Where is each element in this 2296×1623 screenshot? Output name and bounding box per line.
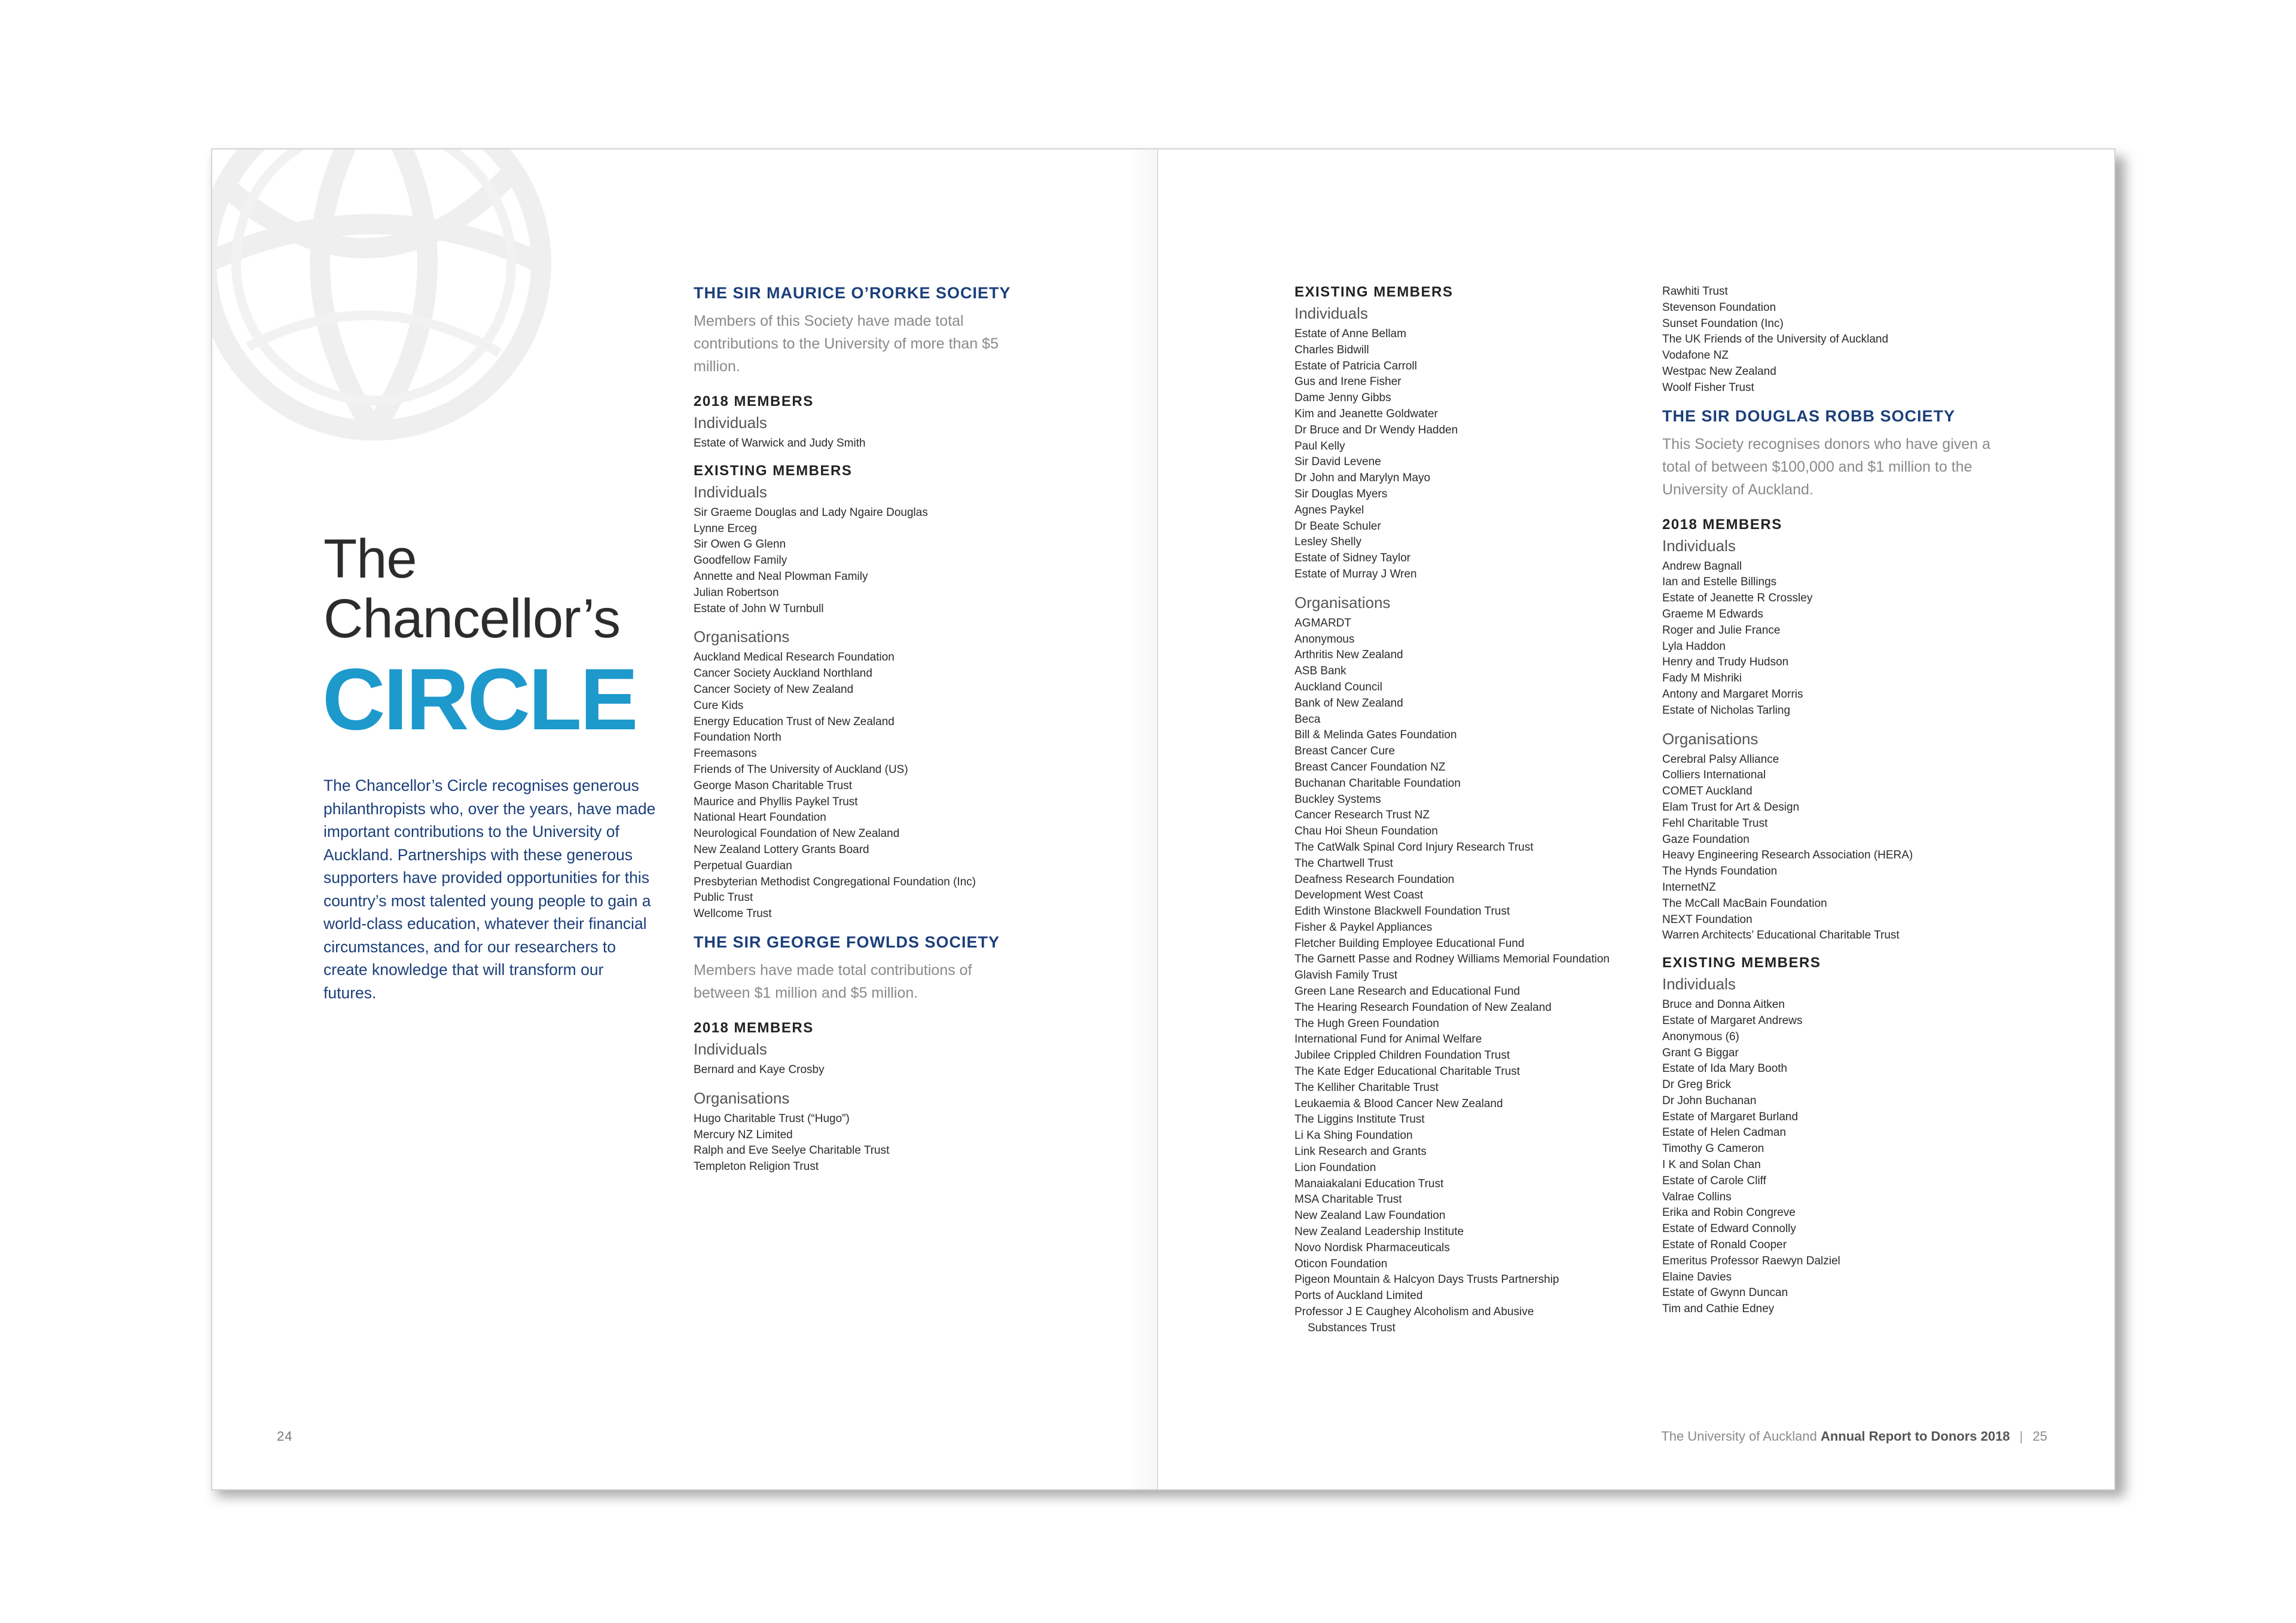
fowlds-organisations-list: [694, 1111, 1028, 1175]
list-item: I K and Solan Chan: [1662, 1159, 1761, 1172]
list-item: The Garnett Passe and Rodney Williams Memorial Foundation: [1294, 953, 1610, 966]
orourke-2018-individuals-list: [694, 436, 1028, 452]
list-item: Neurological Foundation of New Zealand: [694, 827, 900, 840]
list-item: Professor J E Caughey Alcoholism and Abusive: [1294, 1306, 1534, 1319]
list-item: Breast Cancer Foundation NZ: [1294, 760, 1446, 774]
list-item: Leukaemia & Blood Cancer New Zealand: [1294, 1097, 1503, 1110]
list-item: Sir David Levene: [1294, 456, 1381, 469]
list-item: Estate of Edward Connolly: [1662, 1222, 1796, 1236]
orourke-2018-individuals-label: Individuals: [694, 414, 767, 432]
fowlds-society-title: THE SIR GEORGE FOWLDS SOCIETY: [694, 933, 1000, 951]
orourke-2018-members-heading: 2018 MEMBERS: [694, 393, 814, 409]
list-item: Gaze Foundation: [1662, 833, 1750, 846]
orourke-existing-members-heading: EXISTING MEMBERS: [694, 462, 853, 479]
robb-existing-individuals-label: Individuals: [1662, 975, 1736, 994]
title-line-chancellors: Chancellor’s: [323, 588, 620, 649]
list-item: Charles Bidwill: [1294, 343, 1369, 356]
robb-2018-organisations-list: [1662, 752, 2021, 945]
orourke-existing-organisations-label: Organisations: [694, 628, 790, 646]
list-item: Estate of Anne Bellam: [1294, 328, 1406, 340]
list-item: Estate of Carole Cliff: [1662, 1174, 1766, 1187]
orourke-cont-organisations-list: [1294, 616, 1653, 1337]
list-item: Estate of Sidney Taylor: [1294, 552, 1410, 565]
list-item: The Hugh Green Foundation: [1294, 1017, 1439, 1030]
left-column-societies: [694, 284, 1028, 1186]
list-item: Lesley Shelly: [1294, 536, 1361, 549]
list-item: COMET Auckland: [1662, 785, 1752, 798]
list-item: Pigeon Mountain & Halcyon Days Trusts Partnership: [1294, 1273, 1559, 1286]
list-item: Emeritus Professor Raewyn Dalziel: [1662, 1254, 1840, 1267]
list-item: Perpetual Guardian: [694, 859, 792, 872]
list-item: Westpac New Zealand: [1662, 365, 1776, 378]
list-item: ASB Bank: [1294, 665, 1347, 678]
list-item: International Fund for Animal Welfare: [1294, 1033, 1482, 1046]
list-item: Cancer Society of New Zealand: [694, 683, 854, 696]
fowlds-organisations-label: Organisations: [694, 1089, 790, 1107]
list-item: Mercury NZ Limited: [694, 1128, 793, 1141]
orourke-cont-organisations-list-2: [1662, 284, 2021, 396]
list-item: Dr Greg Brick: [1662, 1078, 1732, 1092]
list-item: Buchanan Charitable Foundation: [1294, 777, 1461, 790]
list-item: New Zealand Leadership Institute: [1294, 1225, 1464, 1239]
list-item: Rawhiti Trust: [1662, 285, 1728, 298]
list-item: Fady M Mishriki: [1662, 672, 1742, 685]
list-item: New Zealand Law Foundation: [1294, 1209, 1446, 1222]
list-item: Estate of Helen Cadman: [1662, 1126, 1787, 1139]
list-item: Link Research and Grants: [1294, 1145, 1427, 1159]
list-item: Estate of Patricia Carroll: [1294, 359, 1417, 372]
list-item: Elaine Davies: [1662, 1270, 1732, 1283]
list-item: Bill & Melinda Gates Foundation: [1294, 729, 1457, 742]
list-item: National Heart Foundation: [694, 811, 826, 824]
list-item: Estate of Ida Mary Booth: [1662, 1062, 1788, 1075]
list-item: Wellcome Trust: [694, 907, 772, 921]
list-item: Stevenson Foundation: [1662, 301, 1776, 314]
list-item: NEXT Foundation: [1662, 913, 1752, 926]
document-spread: [211, 148, 2115, 1490]
list-item: Edith Winstone Blackwell Foundation Trust: [1294, 905, 1510, 918]
list-item: Anonymous (6): [1662, 1030, 1739, 1043]
list-item: Warren Architects’ Educational Charitable Trust: [1662, 929, 1900, 942]
list-item: Foundation North: [694, 731, 781, 744]
page-number-left: 24: [277, 1429, 293, 1444]
list-item: Hugo Charitable Trust (“Hugo”): [694, 1112, 850, 1125]
list-item: Annette and Neal Plowman Family: [694, 570, 868, 583]
list-item: Maurice and Phyllis Paykel Trust: [694, 795, 858, 808]
list-item: Glavish Family Trust: [1294, 969, 1398, 982]
list-item: Estate of Warwick and Judy Smith: [694, 437, 866, 450]
list-item: Estate of Jeanette R Crossley: [1662, 592, 1813, 605]
list-item: Fisher & Paykel Appliances: [1294, 921, 1433, 934]
list-item: Beca: [1294, 713, 1321, 726]
orourke-cont-individuals-list: [1294, 326, 1653, 583]
list-item: Dr John and Marylyn Mayo: [1294, 472, 1431, 485]
list-item: Anonymous: [1294, 632, 1355, 646]
list-item: Fehl Charitable Trust: [1662, 817, 1768, 830]
list-item: Templeton Religion Trust: [694, 1160, 819, 1173]
list-item: Cancer Research Trust NZ: [1294, 809, 1430, 822]
list-item: Ralph and Eve Seelye Charitable Trust: [694, 1144, 890, 1157]
robb-2018-individuals-label: Individuals: [1662, 536, 1736, 555]
robb-existing-individuals-list: [1662, 997, 2021, 1318]
list-item: Estate of Ronald Cooper: [1662, 1239, 1787, 1252]
list-item: Estate of Gwynn Duncan: [1662, 1286, 1788, 1300]
list-item: Jubilee Crippled Children Foundation Trust: [1294, 1049, 1510, 1062]
list-item: Buckley Systems: [1294, 793, 1381, 806]
fowlds-individuals-label: Individuals: [694, 1040, 767, 1058]
list-item: Friends of The University of Auckland (US): [694, 763, 908, 776]
orourke-existing-individuals-label: Individuals: [694, 482, 767, 501]
list-item: Auckland Council: [1294, 680, 1382, 693]
right-column-1: [1294, 284, 1653, 1347]
list-item: AGMARDT: [1294, 616, 1351, 629]
list-item: Estate of Murray J Wren: [1294, 567, 1417, 580]
list-item: Colliers International: [1662, 769, 1766, 782]
right-column-2: [1662, 284, 2021, 1328]
list-item: The Chartwell Trust: [1294, 857, 1393, 870]
orourke-cont-individuals-label: Individuals: [1294, 304, 1368, 322]
list-item: Lynne Erceg: [694, 522, 757, 535]
list-item: Timothy G Cameron: [1662, 1142, 1764, 1156]
list-item: George Mason Charitable Trust: [694, 779, 853, 792]
list-item: Grant G Biggar: [1662, 1046, 1739, 1059]
list-item: Bank of New Zealand: [1294, 696, 1403, 710]
orourke-existing-organisations-list: [694, 650, 1028, 922]
list-item: Roger and Julie France: [1662, 623, 1781, 637]
list-item: The McCall MacBain Foundation: [1662, 897, 1827, 910]
list-item: Development West Coast: [1294, 889, 1424, 902]
gutter-shade: [1127, 149, 1157, 1489]
list-item: Vodafone NZ: [1662, 349, 1729, 362]
robb-existing-members-heading: EXISTING MEMBERS: [1662, 955, 1821, 971]
list-item: Agnes Paykel: [1294, 503, 1364, 516]
list-item: Public Trust: [694, 891, 753, 904]
list-item: Dr Bruce and Dr Wendy Hadden: [1294, 423, 1458, 436]
list-item: Chau Hoi Sheun Foundation: [1294, 825, 1438, 838]
list-item: Estate of John W Turnbull: [694, 602, 824, 615]
list-item: Goodfellow Family: [694, 554, 787, 567]
list-item: Bernard and Kaye Crosby: [694, 1063, 825, 1076]
list-item: Substances Trust: [1308, 1321, 1396, 1334]
list-item: Energy Education Trust of New Zealand: [694, 715, 894, 728]
list-item: The UK Friends of the University of Auckland: [1662, 333, 1889, 346]
intro-paragraph: The Chancellor’s Circle recognises generous philanthropists who, over the years, have made important contributions to the University of Auckland. Partnerships with these generous supporters have provided opportunities for this country’s most talented young people to gain a world-class education, whatever their financial circumstances, and for our researchers to create knowledge that will transform our futures.: [323, 777, 656, 1002]
footer-report-title: Annual Report to Donors 2018: [1820, 1429, 2010, 1444]
list-item: Deafness Research Foundation: [1294, 873, 1455, 886]
list-item: Arthritis New Zealand: [1294, 649, 1403, 662]
list-item: Ports of Auckland Limited: [1294, 1289, 1423, 1303]
orourke-society-desc: Members of this Society have made total contributions to the University of more than $5 million.: [694, 313, 999, 375]
list-item: Henry and Trudy Hudson: [1662, 656, 1789, 669]
list-item: The Hearing Research Foundation of New Zealand: [1294, 1001, 1552, 1014]
robb-2018-organisations-label: Organisations: [1662, 729, 1758, 748]
list-item: MSA Charitable Trust: [1294, 1193, 1402, 1206]
list-item: New Zealand Lottery Grants Board: [694, 843, 869, 856]
list-item: Sir Owen G Glenn: [694, 538, 786, 551]
list-item: Lion Foundation: [1294, 1161, 1376, 1174]
list-item: Estate of Nicholas Tarling: [1662, 704, 1791, 717]
orourke-existing-individuals-list: [694, 505, 1028, 618]
list-item: Cancer Society Auckland Northland: [694, 667, 872, 680]
list-item: The CatWalk Spinal Cord Injury Research Trust: [1294, 840, 1534, 854]
robb-2018-individuals-list: [1662, 559, 2021, 719]
list-item: Manaiakalani Education Trust: [1294, 1177, 1444, 1190]
list-item: Kim and Jeanette Goldwater: [1294, 407, 1438, 420]
list-item: Breast Cancer Cure: [1294, 745, 1395, 758]
list-item: Oticon Foundation: [1294, 1257, 1388, 1270]
fowlds-society-desc: Members have made total contributions of between $1 million and $5 million.: [694, 961, 972, 1001]
list-item: The Liggins Institute Trust: [1294, 1113, 1425, 1126]
list-item: Heavy Engineering Research Association (HERA): [1662, 849, 1913, 862]
list-item: The Kelliher Charitable Trust: [1294, 1081, 1439, 1094]
list-item: Novo Nordisk Pharmaceuticals: [1294, 1241, 1450, 1254]
orourke-society-title: THE SIR MAURICE O’RORKE SOCIETY: [694, 284, 1011, 302]
list-item: Dame Jenny Gibbs: [1294, 392, 1391, 405]
list-item: The Kate Edger Educational Charitable Trust: [1294, 1065, 1521, 1078]
list-item: Fletcher Building Employee Educational Fund: [1294, 937, 1525, 950]
orourke-cont-organisations-label: Organisations: [1294, 593, 1391, 612]
fowlds-2018-members-heading: 2018 MEMBERS: [694, 1019, 814, 1036]
footer-separator: |: [2019, 1429, 2023, 1444]
robb-society-desc: This Society recognises donors who have given a total of between $100,000 and $1 million to the University of Auckland.: [1662, 435, 1990, 498]
list-item: Paul Kelly: [1294, 439, 1345, 453]
footer-university-name: The University of Auckland: [1661, 1429, 1817, 1444]
fowlds-individuals-list: [694, 1062, 1028, 1078]
list-item: Cure Kids: [694, 699, 744, 712]
title-line-the: The: [323, 528, 417, 589]
list-item: Antony and Margaret Morris: [1662, 687, 1803, 701]
list-item: Sir Graeme Douglas and Lady Ngaire Douglas: [694, 506, 928, 519]
list-item: Sir Douglas Myers: [1294, 487, 1388, 500]
list-item: Estate of Margaret Burland: [1662, 1110, 1799, 1123]
list-item: Auckland Medical Research Foundation: [694, 651, 894, 664]
footer-right: [1661, 1429, 2047, 1444]
emblem-watermark-icon: [211, 148, 595, 484]
list-item: Sunset Foundation (Inc): [1662, 317, 1784, 330]
list-item: Estate of Margaret Andrews: [1662, 1014, 1803, 1027]
list-item: Ian and Estelle Billings: [1662, 576, 1777, 589]
list-item: Li Ka Shing Foundation: [1294, 1129, 1413, 1142]
list-item: Valrae Collins: [1662, 1190, 1732, 1203]
list-item: Erika and Robin Congreve: [1662, 1206, 1796, 1219]
list-item: Tim and Cathie Edney: [1662, 1303, 1775, 1316]
page-number-right: 25: [2032, 1429, 2047, 1444]
list-item: Andrew Bagnall: [1662, 560, 1742, 573]
list-item: The Hynds Foundation: [1662, 865, 1778, 878]
list-item: Cerebral Palsy Alliance: [1662, 753, 1779, 766]
list-item: Green Lane Research and Educational Fund: [1294, 985, 1521, 998]
list-item: Lyla Haddon: [1662, 640, 1726, 653]
list-item: Gus and Irene Fisher: [1294, 375, 1402, 389]
orourke-cont-existing-heading: EXISTING MEMBERS: [1294, 284, 1454, 300]
list-item: InternetNZ: [1662, 881, 1716, 894]
list-item: Woolf Fisher Trust: [1662, 381, 1754, 394]
list-item: Graeme M Edwards: [1662, 607, 1763, 621]
list-item: Bruce and Donna Aitken: [1662, 998, 1785, 1011]
list-item: Dr Beate Schuler: [1294, 519, 1381, 533]
list-item: Freemasons: [694, 747, 757, 760]
robb-society-title: THE SIR DOUGLAS ROBB SOCIETY: [1662, 406, 1956, 425]
list-item: Elam Trust for Art & Design: [1662, 800, 1800, 814]
spine-gutter: [1157, 149, 1158, 1489]
title-line-circle: CIRCLE: [322, 650, 637, 748]
list-item: Julian Robertson: [694, 586, 779, 599]
list-item: Dr John Buchanan: [1662, 1094, 1757, 1107]
list-item: Presbyterian Methodist Congregational Foundation (Inc): [694, 875, 976, 888]
robb-2018-members-heading: 2018 MEMBERS: [1662, 516, 1782, 533]
